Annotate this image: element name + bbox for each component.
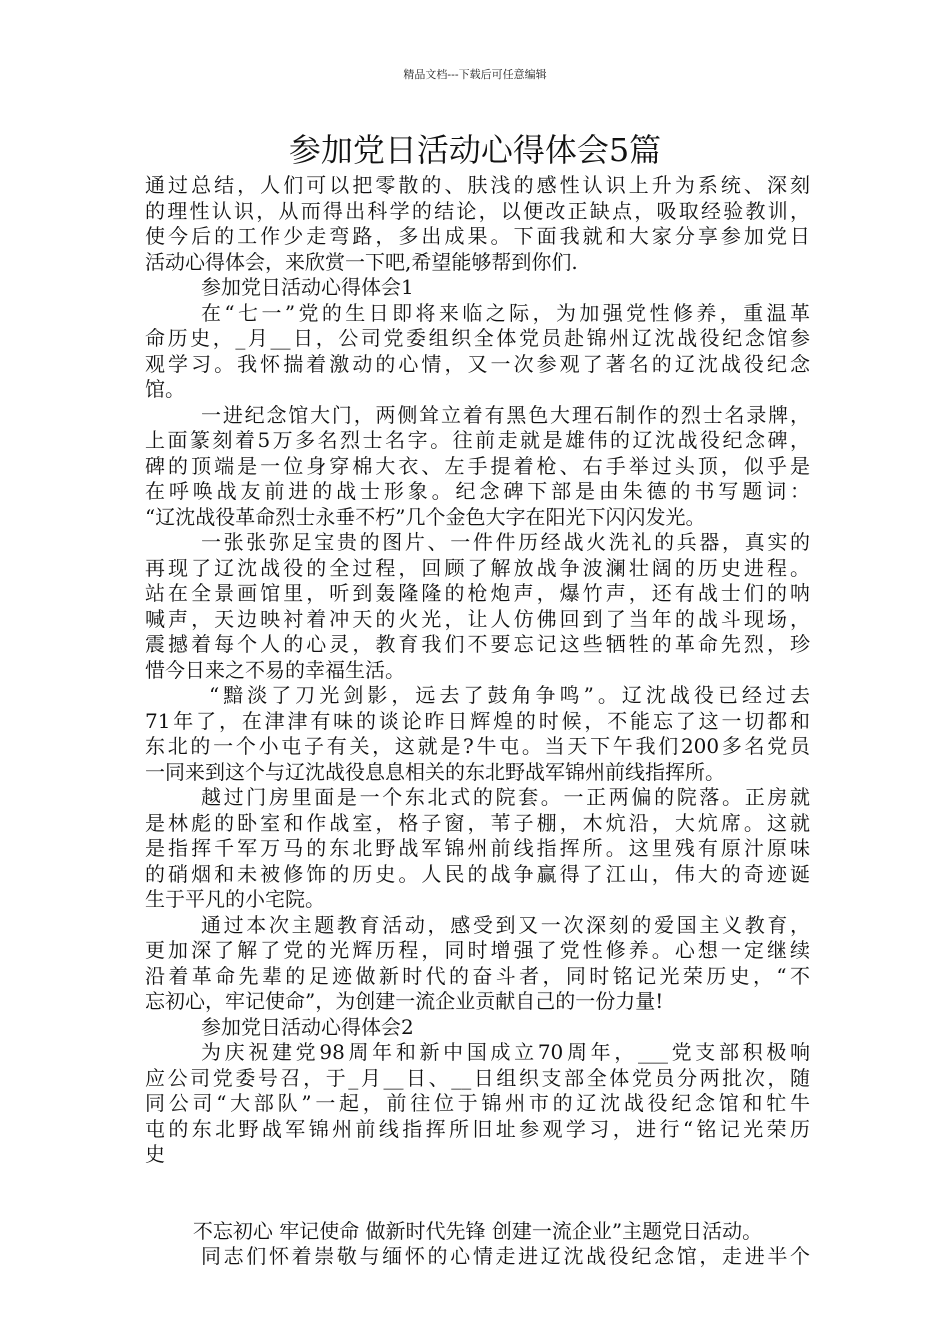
document-body: [145, 173, 810, 1270]
paragraph-line: 一进纪念馆大门，两侧耸立着有黑色大理石制作的烈士名录牌，: [201, 402, 810, 427]
paragraph-line: 的理性认识，从而得出科学的结论，以便改正缺点，吸取经验教训，: [145, 198, 810, 223]
paragraph-line: 碑的顶端是一位身穿棉大衣、左手提着枪、右手举过头顶，似乎是: [145, 453, 810, 478]
paragraph-line: 为庆祝建党98周年和新中国成立70周年，___党支部积极响: [201, 1040, 810, 1064]
paragraph-line: “辽沈战役革命烈士永垂不朽”几个金色大字在阳光下闪闪发光。: [145, 504, 706, 529]
section-heading: 参加党日活动心得体会2: [201, 1014, 414, 1039]
paragraph-line: 观学习。我怀揣着激动的心情，又一次参观了著名的辽沈战役纪念: [145, 351, 810, 376]
paragraph-line: 馆。: [145, 377, 185, 401]
paragraph-line: 通过本次主题教育活动，感受到又一次深刻的爱国主义教育，: [201, 912, 810, 937]
paragraph-line: 在“七一”党的生日即将来临之际，为加强党性修养，重温革: [201, 300, 810, 325]
document-title: 参加党日活动心得体会5篇: [288, 131, 662, 169]
paragraph-line: 站在全景画馆里，听到轰隆隆的枪炮声，爆竹声，还有战士们的呐: [145, 581, 810, 605]
blank-space: [145, 1168, 810, 1219]
paragraph-line: 不忘初心 牢记使命 做新时代先锋 创建一流企业”主题党日活动。: [192, 1218, 763, 1243]
paragraph-line: 史: [145, 1142, 165, 1166]
paragraph-line: 的硝烟和未被修饰的历史。人民的战争赢得了江山，伟大的奇迹诞: [145, 861, 810, 886]
paragraph-line: 同公司“大部队”一起，前往位于锦州市的辽沈战役纪念馆和牤牛: [145, 1091, 810, 1115]
paragraph-line: 一张张弥足宝贵的图片、一件件历经战火洗礼的兵器，真实的: [201, 530, 810, 554]
paragraph-line: 命历史，_月__日，公司党委组织全体党员赴锦州辽沈战役纪念馆参: [145, 326, 810, 350]
paragraph-line: 一同来到这个与辽沈战役息息相关的东北野战军锦州前线指挥所。: [145, 759, 725, 784]
paragraph-line: 再现了辽沈战役的全过程，回顾了解放战争波澜壮阔的历史进程。: [145, 555, 810, 580]
paragraph-line: 喊声，天边映衬着冲天的火光，让人仿佛回到了当年的战斗现场，: [145, 606, 810, 631]
paragraph-line: 越过门房里面是一个东北式的院套。一正两偏的院落。正房就: [201, 785, 810, 809]
paragraph-line: 上面篆刻着5万多名烈士名字。往前走就是雄伟的辽沈战役纪念碑，: [145, 428, 810, 452]
paragraph-line: 71年了，在津津有味的谈论昨日辉煌的时候，不能忘了这一切都和: [145, 708, 810, 733]
paragraph-line: 更加深了解了党的光辉历程，同时增强了党性修养。心想一定继续: [145, 938, 810, 962]
paragraph-line: 使今后的工作少走弯路，多出成果。下面我就和大家分享参加党日: [145, 224, 810, 248]
paragraph-line: 通过总结，人们可以把零散的、肤浅的感性认识上升为系统、深刻: [145, 173, 810, 197]
paragraph-line: 在呼唤战友前进的战士形象。纪念碑下部是由朱德的书写题词：: [145, 479, 810, 503]
paragraph-line: 应公司党委号召，于_月__日、__日组织支部全体党员分两批次，随: [145, 1065, 810, 1090]
paragraph-line: 是指挥千军万马的东北野战军锦州前线指挥所。这里残有原汁原味: [145, 836, 810, 860]
paragraph-line: 活动心得体会，来欣赏一下吧,希望能够帮到你们.: [145, 249, 578, 274]
paragraph-line: 震撼着每个人的心灵，教育我们不要忘记这些牺牲的革命先烈，珍: [145, 632, 810, 656]
paragraph-line: 同志们怀着崇敬与缅怀的心情走进辽沈战役纪念馆，走进半个: [201, 1244, 810, 1268]
paragraph-line: 沿着革命先辈的足迹做新时代的奋斗者，同时铭记光荣历史，“不: [145, 963, 810, 988]
paragraph-line: 忘初心，牢记使命”，为创建一流企业贡献自己的一份力量!: [145, 989, 664, 1013]
paragraph-line: 东北的一个小屯子有关，这就是?牛屯。当天下午我们200多名党员: [145, 734, 810, 758]
header-note: 精品文档---下载后可任意编辑: [403, 68, 547, 81]
paragraph-line: 是林彪的卧室和作战室，格子窗，苇子棚，木炕沿，大炕席。这就: [145, 810, 810, 835]
paragraph-line: “黯淡了刀光剑影，远去了鼓角争鸣”。辽沈战役已经过去: [209, 683, 810, 707]
section-heading: 参加党日活动心得体会1: [201, 275, 414, 299]
paragraph-line: 生于平凡的小宅院。: [145, 887, 325, 911]
paragraph-line: 惜今日来之不易的幸福生活。: [145, 657, 405, 682]
paragraph-line: 屯的东北野战军锦州前线指挥所旧址参观学习，进行“铭记光荣历: [145, 1116, 810, 1141]
